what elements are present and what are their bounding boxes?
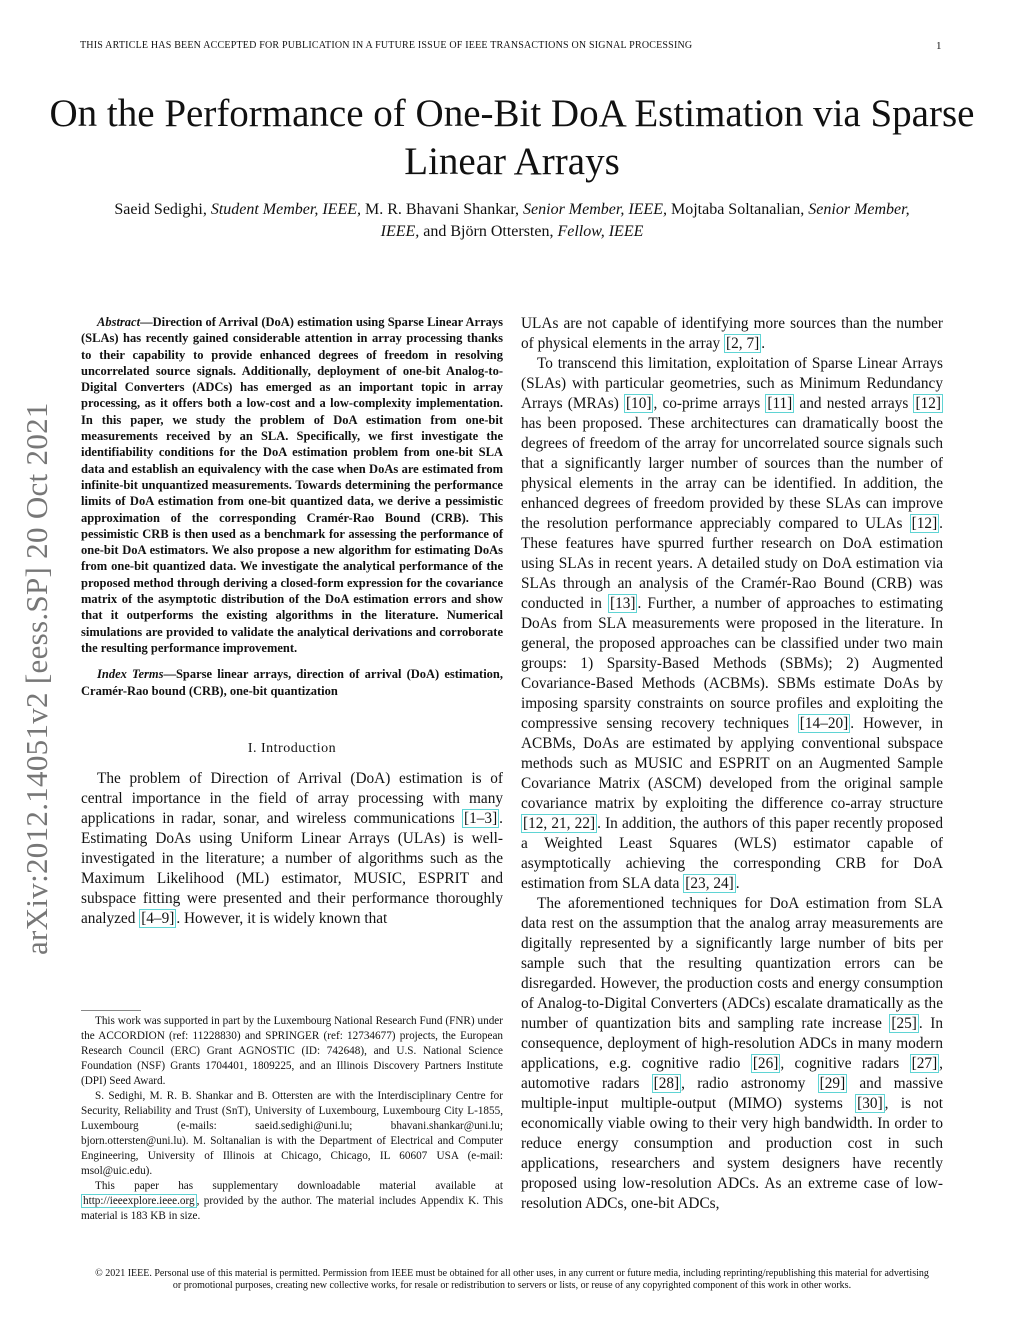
author-name: Mojtaba Soltanalian, [670, 201, 805, 218]
footnotes [81, 1014, 503, 1224]
author-name: Saeid Sedighi, [114, 201, 207, 218]
abstract [81, 314, 503, 656]
intro-paragraph [81, 769, 503, 929]
text-span: The problem of Direction of Arrival (DoA) estimation is of central importance in the field of array processing with many applications in radar, sonar, and wireless communications [81, 769, 503, 827]
index-terms-label: Index Terms [97, 667, 164, 682]
index-terms [81, 666, 503, 699]
text-span: , co-prime arrays [653, 395, 766, 412]
author-role: Senior Member, IEEE, [523, 201, 667, 218]
paper-title: On the Performance of One-Bit DoA Estimation via Sparse Linear Arrays [49, 92, 975, 183]
citation-link[interactable]: [30] [857, 1095, 883, 1112]
text-span: ULAs are not capable of identifying more sources than the number of physical elements in the array [521, 315, 943, 352]
author-list [110, 199, 914, 243]
footnote-divider [81, 1010, 141, 1011]
page-number: 1 [936, 40, 942, 52]
text-span: . Estimating DoAs using Uniform Linear Arrays (ULAs) is well-investigated in the literature; a number of algorithms such as the Maximum Likelihood (ML) estimator, MUSIC, ESPRIT and subspace fitting were presented and their performance thoroughly analyzed [81, 809, 503, 927]
author-role: Fellow, IEEE [557, 223, 644, 240]
text-span: . However, in ACBMs, DoAs are estimated by applying conventional subspace methods such as MUSIC and ESPRIT on an Augmented Sample Covariance Matrix (ASCM) developed from the original sample covariance matrix by exploiting the difference co-array structure [521, 715, 943, 812]
author-name: M. R. Bhavani Shankar, [365, 201, 520, 218]
author-role: Senior Member, IEEE, [380, 201, 910, 240]
text-span: . Further, a number of approaches to estimating DoAs from SLA measurements were proposed in the literature. In general, the proposed approaches can be classified under two main groups: 1) Sparsity-Based Methods (SBMs); 2) Augmented Covariance-Based Methods (ACBMs). SBMs estimate DoAs by imposing sparsity constraints on source profiles and exploiting the compressive sensing recovery techniques [521, 595, 943, 732]
text-span: , is not economically viable owing to their very high bandwidth. In order to reduce energy consumption and production cost in such applications, researchers and system designers have recently proposed using low-resolution ADCs. As an extreme case of low-resolution ADCs, one-bit ADCs, [521, 1095, 943, 1212]
index-terms-text: —Sparse linear arrays, direction of arrival (DoA) estimation, Cramér-Rao bound (CRB), one-bit quantization [81, 667, 504, 698]
text-span: . [761, 335, 766, 352]
text-span: . In consequence, deployment of high-resolution ADCs in many modern applications, e.g. cognitive radio [521, 1015, 943, 1072]
text-span: , radio astronomy [681, 1075, 818, 1092]
body-paragraph [521, 314, 943, 354]
ieeexplore-link[interactable]: http://ieeexplore.ieee.org [83, 1195, 195, 1207]
funding-footnote: This work was supported in part by the Luxembourg National Research Fund (FNR) under the ACCORDION (ref: 11228830) and SPRINGER (ref: 12734677) projects, the European Research Council (ERC) Grant AGNOSTIC (ID: 742648), and U.S. National Science Foundation (NSF) Grants 1704401, 1809225, and an Illinois Discovery Partners Institute (DPI) Seed Award. [81, 1015, 503, 1087]
citation-link[interactable]: [1–3] [464, 809, 498, 827]
citation-link[interactable]: [14–20] [799, 715, 849, 732]
citation-link[interactable]: [12, 21, 22] [523, 815, 596, 832]
text-span: has been proposed. These architectures can dramatically boost the degrees of freedom of the array for uncorrelated source signals such that a significantly larger number of sources than the number of physical elements in the array can be identified. In addition, the enhanced degrees of freedom provided by these SLAs can improve the resolution performance appreciably compared to ULAs [521, 415, 943, 532]
left-column [81, 314, 503, 929]
text-span: and nested arrays [794, 395, 914, 412]
author-role: Student Member, IEEE, [210, 201, 361, 218]
citation-link[interactable]: [29] [819, 1075, 846, 1092]
abstract-label: Abstract [97, 315, 141, 329]
text-span: , provided by the author. The material includes Appendix K. This material is 183 KB in size. [81, 1195, 503, 1222]
arxiv-identifier: arXiv:2012.14051v2 [eess.SP] 20 Oct 2021 [19, 402, 54, 955]
text-span: This paper has supplementary downloadable material available at [95, 1180, 503, 1192]
text-span: To transcend this limitation, exploitation of Sparse Linear Arrays (SLAs) with particular geometries, such as Minimum Redundancy Arrays (MRAs) [521, 355, 943, 412]
text-span: . However, it is widely known that [176, 909, 388, 927]
text-span: The aforementioned techniques for DoA estimation from SLA data rest on the assumption that the analog array measurements are digitally represented by a significantly large number of bits per sample such that the resulting quantization errors can be disregarded. However, the production costs and energy consumption of Analog-to-Digital Converters (ADCs) escalate dramatically as the number of quantization bits and sampling rate increase [521, 895, 943, 1032]
text-span: and massive multiple-input multiple-output (MIMO) systems [521, 1075, 943, 1112]
citation-link[interactable]: [13] [609, 595, 636, 612]
text-span: . These features have spurred further research on DoA estimation using SLAs in recent years. A detailed study on DoA estimation via SLAs through an analysis of the Cramér-Rao Bound (CRB) was conducted in [521, 515, 943, 612]
text-span: , automotive radars [521, 1055, 943, 1092]
citation-link[interactable]: [11] [767, 395, 793, 412]
citation-link[interactable]: [2, 7] [726, 335, 760, 352]
citation-link[interactable]: [26] [752, 1055, 779, 1072]
text-span: . [735, 875, 740, 892]
author-name: and Björn Ottersten, [423, 223, 554, 240]
citation-link[interactable]: [27] [911, 1055, 938, 1072]
abstract-text: —Direction of Arrival (DoA) estimation using Sparse Linear Arrays (SLAs) has recently gained considerable attention in array processing thanks to their capability to provide enhanced degrees of freedom in resolving uncorrelated source signals. Additionally, deployment of one-bit Analog-to-Digital Converters (ADCs) has emerged as an important topic in array processing, as it offers both a low-cost and a low-complexity implementation. In this paper, we study the problem of DoA estimation from one-bit measurements received by an SLA. Specifically, we first investigate the identifiability conditions for the DoA estimation problem from one-bit SLA data and establish an equivalency with the case when DoAs are estimated from infinite-bit unquantized measurements. Towards determining the performance limits of DoA estimation from one-bit quantized data, we derive a pessimistic approximation of the corresponding Cramér-Rao Bound (CRB). This pessimistic CRB is then used as a benchmark for assessing the performance of one-bit DoA estimators. We also propose a new algorithm for estimating DoAs from one-bit quantized data. We investigate the analytical performance of the proposed method through deriving a closed-form expression for the covariance matrix of the asymptotic distribution of the DoA estimation errors and show that it outperforms the existing algorithms in the literature. Numerical simulations are provided to validate the analytical derivations and corroborate the resulting performance improvement. [81, 315, 503, 655]
affiliation-footnote: S. Sedighi, M. R. B. Shankar and B. Ottersten are with the Interdisciplinary Centre for Security, Reliability and Trust (SnT), University of Luxembourg, Luxembourg City L-1855, Luxembourg (e-mails: saeid.sedighi@uni.lu; bhavani.shankar@uni.lu; bjorn.ottersten@uni.lu). M. Soltanalian is with the Department of Electrical and Computer Engineering, University of Illinois at Chicago, Chicago, IL 60607 USA (e-mail: msol@uic.edu). [81, 1090, 503, 1177]
copyright-notice: © 2021 IEEE. Personal use of this material is permitted. Permission from IEEE must be obtained for all other uses, in any current or future media, including reprinting/republishing this material for advertising or promotional purposes, creating new collective works, for resale or redistribution to servers or lists, or reuse of any copyrighted component of this work in other works. [95, 1268, 929, 1291]
citation-link[interactable]: [12] [915, 395, 941, 412]
section-heading: I. Introduction [247, 740, 337, 756]
text-span: . In addition, the authors of this paper recently proposed a Weighted Least Squares (WLS) estimator capable of asymptotically achieving the corresponding CRB for DoA estimation from SLA data [521, 815, 943, 892]
citation-link[interactable]: [25] [891, 1015, 917, 1032]
citation-link[interactable]: [4–9] [141, 909, 175, 927]
citation-link[interactable]: [12] [911, 515, 938, 532]
running-head: THIS ARTICLE HAS BEEN ACCEPTED FOR PUBLICATION IN A FUTURE ISSUE OF IEEE TRANSACTIONS ON SIGNAL PROCESSING [80, 40, 693, 51]
body-paragraph [521, 894, 943, 1214]
body-paragraph [521, 354, 943, 894]
citation-link[interactable]: [10] [625, 395, 652, 412]
supplementary-footnote [81, 1179, 503, 1224]
text-span: , cognitive radars [780, 1055, 910, 1072]
citation-link[interactable]: [28] [653, 1075, 680, 1092]
citation-link[interactable]: [23, 24] [685, 875, 734, 892]
right-column [521, 314, 943, 1214]
